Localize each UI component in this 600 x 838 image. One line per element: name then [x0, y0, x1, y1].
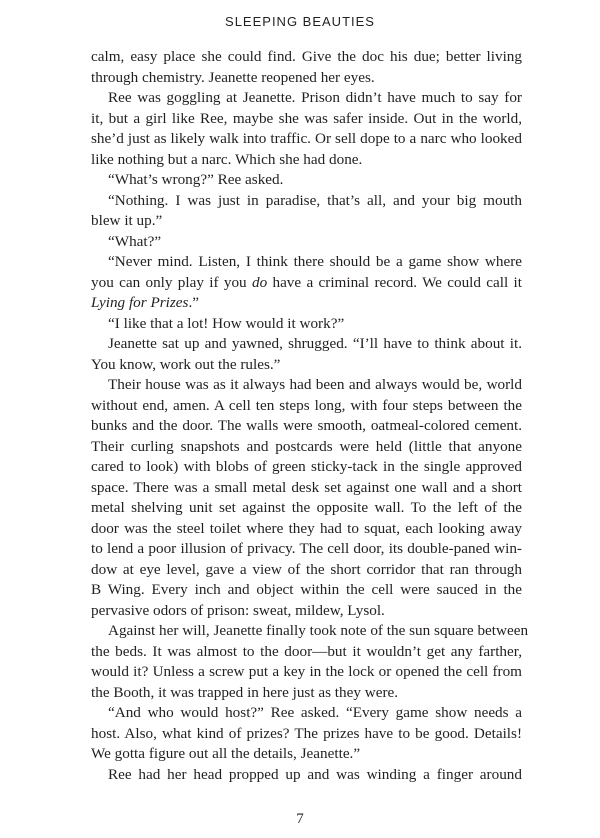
text-segment: “What’s wrong?” Ree asked. — [108, 171, 284, 188]
text-segment: pervasive odors of prison: sweat, mildew, Lysol. — [91, 601, 385, 619]
text-line — [91, 539, 522, 560]
text-segment: to lend a poor illusion of privacy. The cell door, its double-paned win- — [91, 540, 522, 557]
text-line — [91, 724, 522, 745]
text-segment: metal shelving unit set against the opposite wall. To the left of the — [91, 499, 522, 516]
text-line — [91, 580, 522, 601]
text-segment: “I like that a lot! How would it work?” — [108, 314, 345, 332]
text-line — [91, 498, 522, 519]
text-line — [91, 601, 522, 622]
italic-text: Lying for Prizes — [91, 294, 189, 311]
text-line — [91, 457, 522, 478]
body-text — [91, 47, 529, 785]
text-segment: Their house was as it always had been and always would be, world — [108, 376, 522, 393]
text-line — [91, 355, 522, 376]
text-line — [91, 129, 522, 150]
text-segment: would it? Unless a screw put a key in the lock or opened the cell from — [91, 663, 522, 680]
text-segment: blew it up.” — [91, 212, 163, 229]
text-line — [91, 519, 522, 540]
text-line — [91, 273, 522, 294]
text-line — [91, 314, 522, 335]
text-segment: the Booth, it was trapped in here just as they were. — [91, 683, 399, 701]
text-line — [91, 68, 522, 89]
text-segment: .” — [188, 294, 199, 311]
text-line — [91, 703, 522, 724]
text-segment: dow at eye level, gave a view of the short corridor that ran through — [91, 560, 522, 578]
text-line — [91, 375, 522, 396]
text-segment: door was the steel toilet where they had to squat, each looking away — [91, 519, 522, 537]
text-segment: Ree had her head propped up and was winding a finger around — [108, 765, 522, 783]
text-line — [91, 744, 522, 765]
text-line — [91, 88, 522, 109]
text-line — [91, 150, 522, 171]
text-line — [91, 170, 522, 191]
text-segment: “Never mind. Listen, I think there should be a game show where — [108, 253, 522, 270]
text-segment: Their curling snapshots and postcards were held (little that anyone — [91, 437, 522, 455]
text-line — [91, 252, 522, 273]
text-segment: “Nothing. I was just in paradise, that’s all, and your big mouth — [108, 191, 522, 209]
text-line — [91, 191, 522, 212]
text-line — [91, 437, 522, 458]
text-segment: host. Also, what kind of prizes? The prizes have to be good. Details! — [91, 724, 522, 742]
text-segment: Against her will, Jeanette finally took note of the sun square between — [108, 622, 529, 639]
text-line — [91, 683, 522, 704]
text-segment: through chemistry. Jeanette reopened her eyes. — [91, 68, 375, 86]
text-segment: You know, work out the rules.” — [91, 355, 281, 373]
text-segment: B Wing. Every inch and object within the cell were sauced in the — [91, 581, 522, 598]
text-line — [91, 416, 522, 437]
text-line — [91, 662, 522, 683]
text-line — [91, 560, 522, 581]
text-segment: like nothing but a narc. Which she had done. — [91, 150, 363, 168]
text-line — [91, 642, 522, 663]
text-segment: “What?” — [108, 232, 162, 250]
text-line — [91, 396, 522, 417]
text-line — [91, 478, 522, 499]
text-segment: the beds. It was almost to the door—but it wouldn’t get any farther, — [91, 642, 522, 660]
text-segment: you can only play if you — [91, 273, 252, 291]
text-line — [91, 232, 522, 253]
italic-text: do — [251, 273, 268, 291]
text-segment: bunks and the door. The walls were smooth, oatmeal-colored cement. — [91, 417, 522, 434]
text-segment: have a criminal record. We could call it — [267, 273, 522, 291]
text-segment: space. There was a small metal desk set against one wall and a short — [91, 478, 522, 496]
page-number: 7 — [296, 811, 304, 827]
text-line — [91, 334, 522, 355]
text-line — [91, 293, 522, 314]
text-line — [91, 211, 522, 232]
text-segment: she’d just as likely walk into traffic. Or sell dope to a narc who looked — [91, 130, 522, 147]
text-line — [91, 47, 522, 68]
text-segment: Ree was goggling at Jeanette. Prison didn’t have much to say for — [108, 89, 522, 106]
text-segment: “And who would host?” Ree asked. “Every game show needs a — [108, 704, 522, 721]
text-line — [91, 621, 529, 642]
text-segment: Jeanette sat up and yawned, shrugged. “I’ll have to think about it. — [108, 335, 522, 352]
text-segment: without end, amen. A cell ten steps long, with four steps between the — [91, 396, 522, 414]
running-head: SLEEPING BEAUTIES — [225, 14, 375, 29]
text-line — [91, 109, 522, 130]
text-segment: We gotta figure out all the details, Jeanette.” — [91, 745, 361, 762]
text-line — [91, 765, 522, 786]
text-segment: it, but a girl like Ree, maybe she was safer inside. Out in the world, — [91, 109, 522, 127]
text-segment: calm, easy place she could find. Give the doc his due; better living — [91, 48, 522, 65]
text-segment: cared to look) with blobs of green sticky-tack in the single approved — [91, 458, 522, 475]
